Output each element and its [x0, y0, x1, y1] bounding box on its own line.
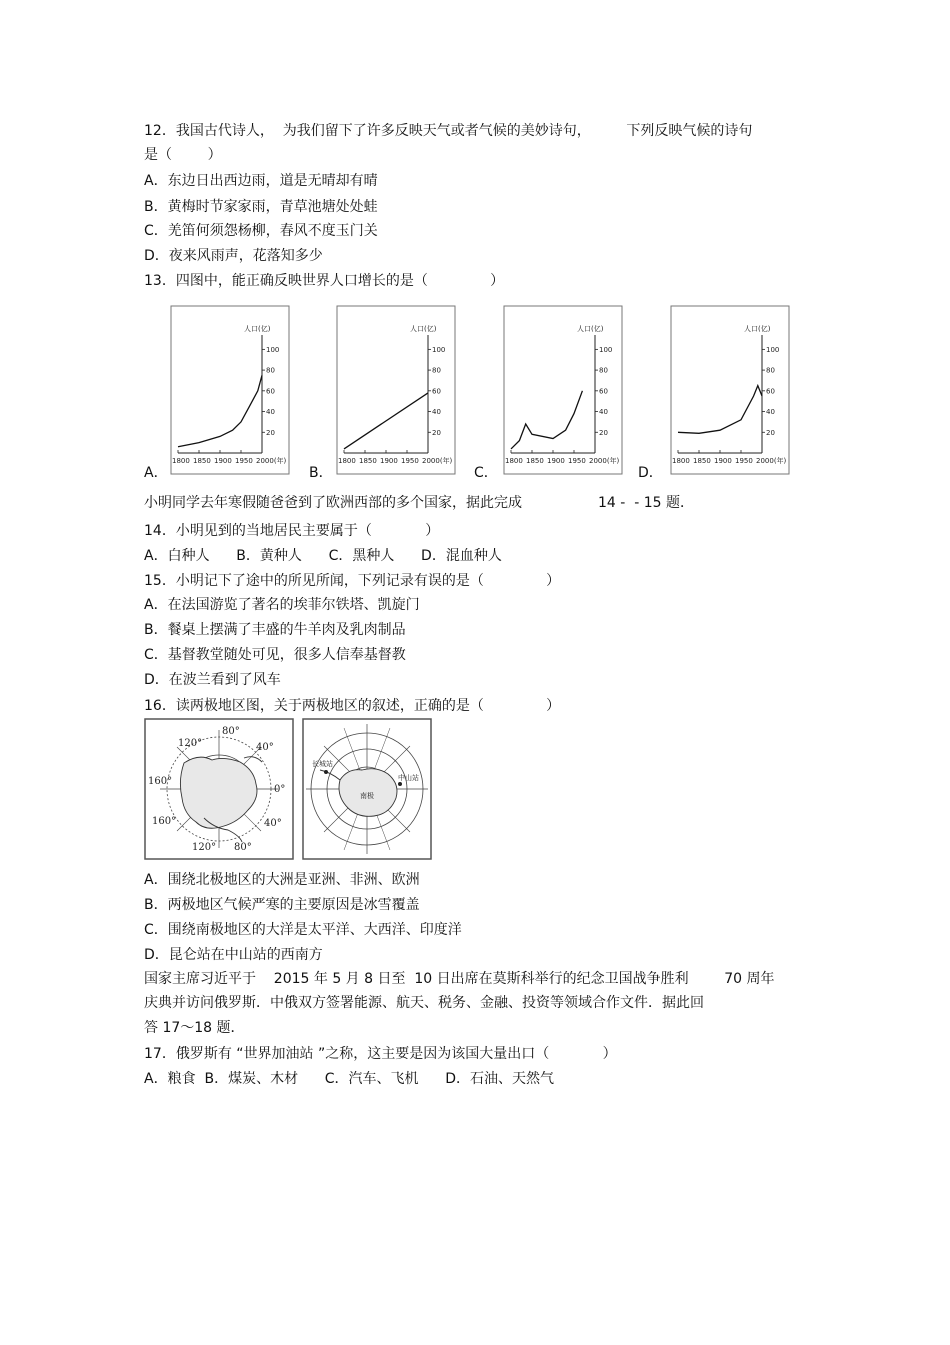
y-tick-label: 40	[266, 408, 275, 417]
arctic-label-160-bottom: 160°	[152, 816, 177, 827]
intro-17-18-line2: 庆典并访问俄罗斯．中俄双方签署能源、航天、税务、金融、投资等领域合作文件．据此回	[144, 995, 704, 1011]
y-tick-label: 40	[766, 408, 775, 417]
y-tick-label: 20	[432, 428, 441, 437]
y-axis-label: 人口(亿)	[244, 325, 271, 333]
intro-17-18-line3: 答 17～18 题．	[144, 1020, 245, 1036]
y-tick-label: 80	[432, 366, 441, 375]
arctic-map	[144, 718, 294, 860]
y-tick-label: 40	[432, 408, 441, 417]
arctic-label-160-left: 160°	[148, 776, 173, 787]
x-tick-label: 1950	[735, 457, 753, 465]
q12-option-a: A．东边日出西边雨，道是无晴却有晴	[144, 173, 378, 189]
y-axis-label: 人口(亿)	[577, 325, 604, 333]
q14-options: A．白种人 B．黄种人 C．黑种人 D．混血种人	[144, 548, 502, 564]
x-tick-label: 1900	[547, 457, 565, 465]
intro-14-15-range: 14 - - 15 题．	[598, 495, 694, 511]
antarctic-label-southpole: 南极	[360, 792, 374, 800]
y-tick-label: 60	[599, 387, 608, 396]
q16-option-a: A．围绕北极地区的大洲是亚洲、非洲、欧洲	[144, 872, 420, 888]
q12-option-d: D．夜来风雨声，花落知多少	[144, 248, 323, 264]
q15-option-d: D．在波兰看到了风车	[144, 672, 281, 688]
q13-stem: 13．四图中，能正确反映世界人口增长的是（ ）	[144, 273, 505, 289]
x-tick-label: 1800	[672, 457, 690, 465]
population-chart-b	[336, 305, 456, 475]
y-tick-label: 60	[432, 387, 441, 396]
q17-stem: 17．俄罗斯有 “世界加油站 ”之称，这主要是因为该国大量出口（ ）	[144, 1046, 617, 1062]
arctic-label-40-top: 40°	[256, 742, 274, 753]
q12-option-c: C．羌笛何须怨杨柳，春风不度玉门关	[144, 223, 378, 239]
x-tick-label: 1850	[526, 457, 544, 465]
q15-option-a: A．在法国游览了著名的埃菲尔铁塔、凯旋门	[144, 597, 420, 613]
y-tick-label: 20	[599, 428, 608, 437]
y-tick-label: 100	[266, 345, 280, 354]
x-tick-label: 1850	[193, 457, 211, 465]
x-tick-label: 1850	[359, 457, 377, 465]
arctic-label-120-top: 120°	[178, 738, 203, 749]
q13-label-c: C．	[474, 465, 498, 481]
q16-option-b: B．两极地区气候严寒的主要原因是冰雪覆盖	[144, 897, 420, 913]
x-tick-label: 1900	[714, 457, 732, 465]
x-tick-label: 1900	[380, 457, 398, 465]
y-axis-label: 人口(亿)	[410, 325, 437, 333]
x-tick-label: 2000(年)	[756, 457, 787, 465]
arctic-label-80-bottom: 80°	[234, 842, 252, 853]
intro-14-15-text: 小明同学去年寒假随爸爸到了欧洲西部的多个国家，据此完成	[144, 495, 522, 511]
x-tick-label: 1900	[214, 457, 232, 465]
population-chart-d	[670, 305, 790, 475]
y-tick-label: 100	[766, 345, 780, 354]
q12-stem-line1: 12．我国古代诗人， 为我们留下了许多反映天气或者气候的美妙诗句， 下列反映气候的诗句	[144, 123, 753, 139]
q14-stem: 14．小明见到的当地居民主要属于（ ）	[144, 523, 440, 539]
antarctic-label-zhongshan: 中山站	[398, 774, 419, 782]
arctic-label-40-bottom: 40°	[264, 818, 282, 829]
arctic-label-120-bottom: 120°	[192, 842, 217, 853]
y-tick-label: 80	[266, 366, 275, 375]
arctic-label-80-top: 80°	[222, 726, 240, 737]
q13-label-a: A．	[144, 465, 168, 481]
x-tick-label: 1800	[172, 457, 190, 465]
y-tick-label: 40	[599, 408, 608, 417]
antarctic-label-changcheng: 长城站	[312, 760, 333, 768]
q12-stem-line2: 是（ ）	[144, 147, 222, 163]
x-tick-label: 2000(年)	[422, 457, 453, 465]
intro-17-18-line1: 国家主席习近平于 2015 年 5 月 8 日至 10 日出席在莫斯科举行的纪念卫国战争胜利 70 周年	[144, 971, 775, 987]
x-tick-label: 1950	[235, 457, 253, 465]
x-tick-label: 1800	[338, 457, 356, 465]
q15-option-b: B．餐桌上摆满了丰盛的牛羊肉及乳肉制品	[144, 622, 406, 638]
y-tick-label: 60	[766, 387, 775, 396]
y-tick-label: 60	[266, 387, 275, 396]
y-tick-label: 100	[599, 345, 613, 354]
y-tick-label: 100	[432, 345, 446, 354]
q15-stem: 15．小明记下了途中的所见所闻，下列记录有误的是（ ）	[144, 573, 561, 589]
y-tick-label: 80	[599, 366, 608, 375]
x-tick-label: 1950	[401, 457, 419, 465]
y-tick-label: 80	[766, 366, 775, 375]
x-tick-label: 2000(年)	[589, 457, 620, 465]
q13-label-d: D．	[638, 465, 663, 481]
q13-label-b: B．	[309, 465, 333, 481]
q16-option-c: C．围绕南极地区的大洋是太平洋、大西洋、印度洋	[144, 922, 462, 938]
y-tick-label: 20	[766, 428, 775, 437]
x-tick-label: 1800	[505, 457, 523, 465]
x-tick-label: 1850	[693, 457, 711, 465]
arctic-label-0: 0°	[274, 784, 286, 795]
x-tick-label: 2000(年)	[256, 457, 287, 465]
q12-option-b: B．黄梅时节家家雨，青草池塘处处蛙	[144, 199, 378, 215]
population-chart-c	[503, 305, 623, 475]
y-tick-label: 20	[266, 428, 275, 437]
antarctic-map	[302, 718, 432, 860]
q17-options: A．粮食 B．煤炭、木材 C．汽车、飞机 D．石油、天然气	[144, 1071, 555, 1087]
q15-option-c: C．基督教堂随处可见，很多人信奉基督教	[144, 647, 406, 663]
y-axis-label: 人口(亿)	[744, 325, 771, 333]
x-tick-label: 1950	[568, 457, 586, 465]
q16-option-d: D．昆仑站在中山站的西南方	[144, 947, 323, 963]
population-chart-a	[170, 305, 290, 475]
q16-stem: 16．读两极地区图，关于两极地区的叙述，正确的是（ ）	[144, 698, 561, 714]
